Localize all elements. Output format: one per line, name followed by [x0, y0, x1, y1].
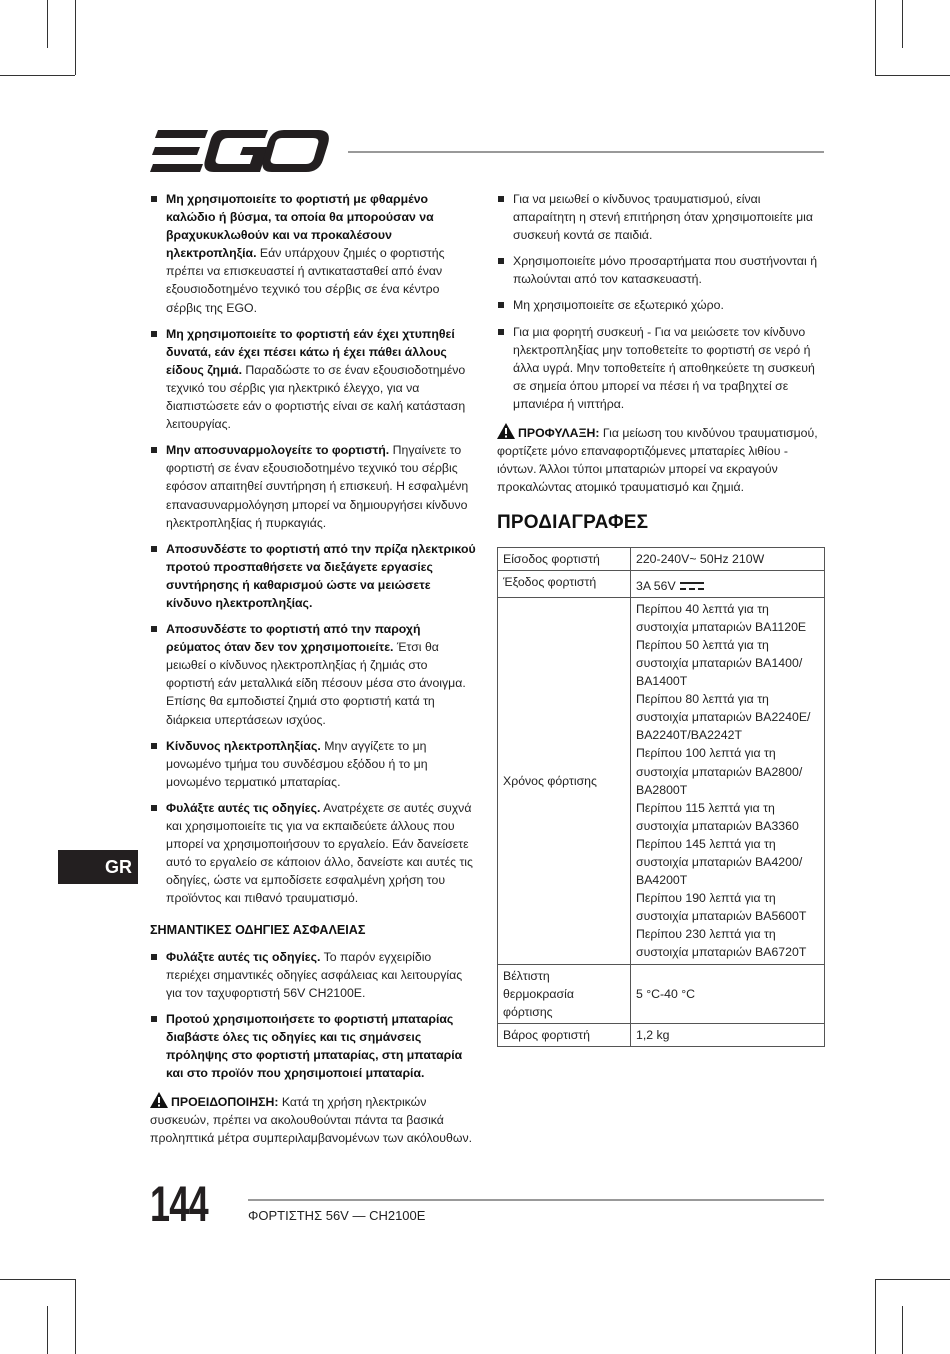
list-item: Μη χρησιμοποιείτε το φορτιστή με φθαρμένο καλώδιο ή βύσμα, τα οποία θα μπορούσαν να βραχυκυκλωθούν και να προκαλέσουν ηλεκτροπληξία. Εάν υπάρχουν ζημιές ο φορτιστής πρέπει να επισκευαστεί ή αντικατασταθεί από έναν εξουσιοδοτημένο τεχνικό του σέρβις σε ένα κέντρο σέρβις της EGO. — [150, 190, 476, 317]
header-rule — [348, 151, 824, 153]
crop-mark — [47, 0, 48, 48]
spec-key: Είσοδος φορτιστή — [498, 547, 631, 570]
table-row — [498, 570, 825, 597]
caution-label: ΠΡΟΦΥΛΑΞΗ: — [518, 426, 600, 441]
list-item: Για μια φορητή συσκευή - Για να μειώσετε τον κίνδυνο ηλεκτροπληξίας μην τοποθετείτε το φορτιστή σε νερό ή άλλα υγρά. Μην τοποθετείτε ή αποθηκεύετε τη συσκευή σε σημεία όπου μπορεί να πέσει ή να τραβηχτεί σε μπανιέρα ή νιπτήρα. — [497, 323, 825, 413]
left-column — [150, 190, 476, 1148]
table-row — [498, 597, 825, 964]
spec-value-charging-times: Περίπου 40 λεπτά για τη συστοιχία μπαταριών BA1120E Περίπου 50 λεπτά για τη συστοιχία μπαταριών BA1400/ BA1400T Περίπου 80 λεπτά για τη συστοιχία μπαταριών BA2240E/ BA2240T/BA2242T Περίπου 100 λεπτά για τη συστοιχία μπαταριών BA2800/ BA2800T Περίπου 115 λεπτά για τη συστοιχία μπαταριών BA3360 Περίπου 145 λεπτά για τη συστοιχία μπαταριών BA4200/ BA4200T Περίπου 190 λεπτά για τη συστοιχία μπαταριών BA5600T Περίπου 230 λεπτά για τη συστοιχία μπαταριών BA6720T — [631, 597, 825, 964]
caution-text: Για μείωση του κινδύνου τραυματισμού, φορτίζετε μόνο επαναφορτιζόμενες μπαταρίες λιθίου - ιόντων. Άλλοι τύποι μπαταριών μπορεί να εκραγούν προκαλώντας ατομικό τραυματισμό και ζημιά. — [497, 426, 818, 495]
crop-mark — [875, 1279, 950, 1280]
footer-title: ΦΟΡΤΙΣΤΗΣ 56V — CH2100E — [248, 1208, 426, 1223]
right-column — [497, 190, 825, 1047]
crop-mark — [0, 1279, 75, 1280]
spec-key: Βέλτιστη θερμοκρασία φόρτισης — [498, 964, 631, 1023]
list-item: Μη χρησιμοποιείτε σε εξωτερικό χώρο. — [497, 296, 825, 314]
crop-mark — [0, 75, 75, 76]
spec-key: Χρόνος φόρτισης — [498, 597, 631, 964]
list-item: Μην αποσυναρμολογείτε το φορτιστή. Πηγαίνετε το φορτιστή σε έναν εξουσιοδοτημένο τεχνικό του σέρβις εφόσον απαιτηθεί συντήρηση ή επισκευή. Η εσφαλμένη επανασυναρμολόγηση μπορεί να δημιουργήσει κίνδυνο ηλεκτροπληξίας ή πυρκαγιάς. — [150, 441, 476, 531]
crop-mark — [875, 75, 950, 76]
crop-mark — [47, 1306, 48, 1354]
list-item: Αποσυνδέστε το φορτιστή από την παροχή ρεύματος όταν δεν τον χρησιμοποιείτε. Έτσι θα μειωθεί ο κίνδυνος ηλεκτροπληξίας ή ζημιάς στο φορτιστή εάν μεταλλικά είδη πέσουν μέσα στο άνοιγμα. Επίσης θα εμποδιστεί ζημιά στο φορτιστή κατά τη διάρκεια υπερτάσεων ισχύος. — [150, 620, 476, 729]
spec-heading: ΠΡΟΔΙΑΓΡΑΦΕΣ — [497, 512, 649, 534]
spec-value: 3A 56V — [631, 570, 825, 597]
list-item: Φυλάξτε αυτές τις οδηγίες. Το παρόν εγχειρίδιο περιέχει σημαντικές οδηγίες ασφάλειας και λειτουργίας για τον ταχυφορτιστή 56V CH2100E. — [150, 948, 476, 1002]
warning-triangle-icon — [150, 1092, 168, 1108]
list-item: Αποσυνδέστε το φορτιστή από την πρίζα ηλεκτρικού προτού προσπαθήσετε να διεξάγετε εργασίες συντήρησης ή καθαρισμού ώστε να μειώσετε κίνδυνο ηλεκτροπληξίας. — [150, 540, 476, 612]
section-subheading: ΣΗΜΑΝΤΙΚΕΣ ΟΔΗΓΙΕΣ ΑΣΦΑΛΕΙΑΣ — [150, 923, 366, 938]
list-item: Φυλάξτε αυτές τις οδηγίες. Ανατρέχετε σε αυτές συχνά και χρησιμοποιείτε τις για να εκπαιδεύετε άλλους που μπορεί να χρησιμοποιήσουν το εργαλείο. Εάν δανείσετε αυτό το εργαλείο σε κάποιον άλλο, δανείστε και αυτές τις οδηγίες, ώστε να εμποδίσετε εσφαλμένη χρήση του προϊόντος και πιθανό τραυματισμό. — [150, 799, 476, 908]
crop-mark — [75, 0, 76, 75]
table-row — [498, 964, 825, 1023]
ego-logo — [150, 130, 330, 172]
spec-key: Βάρος φορτιστή — [498, 1023, 631, 1046]
spec-table — [497, 547, 825, 1047]
caution-note — [497, 423, 825, 496]
spec-key: Έξοδος φορτιστή — [498, 570, 631, 597]
warning-label: ΠΡΟΕΙΔΟΠΟΙΗΣΗ: — [171, 1095, 279, 1110]
list-item: Μη χρησιμοποιείτε το φορτιστή εάν έχει χτυπηθεί δυνατά, εάν έχει πέσει κάτω ή έχει πάθει άλλους είδους ζημιά. Παραδώστε το σε έναν εξουσιοδοτημένο τεχνικό του σέρβις για ηλεκτρικό έλεγχο, για να διαπιστώσετε εάν ο φορτιστής είναι σε καλή κατάσταση λειτουργίας. — [150, 325, 476, 434]
table-row — [498, 547, 825, 570]
table-row — [498, 1023, 825, 1046]
warning-triangle-icon — [497, 423, 515, 439]
crop-mark — [902, 0, 903, 48]
language-tab: GR — [58, 850, 138, 884]
crop-mark — [875, 0, 876, 75]
list-item: Χρησιμοποιείτε μόνο προσαρτήματα που συστήνονται ή πωλούνται από τον κατασκευαστή. — [497, 252, 825, 288]
list-item: Κίνδυνος ηλεκτροπληξίας. Μην αγγίζετε το μη μονωμένο τμήμα του συνδέσμου εξόδου ή το μη μονωμένο τερματικό μπαταρίας. — [150, 737, 476, 791]
spec-value: 220-240V~ 50Hz 210W — [631, 547, 825, 570]
spec-value: 1,2 kg — [631, 1023, 825, 1046]
spec-value: 5 °C-40 °C — [631, 964, 825, 1023]
safety-list-continued — [497, 190, 825, 413]
important-list — [150, 948, 476, 1083]
list-item: Προτού χρησιμοποιήσετε το φορτιστή μπαταρίας διαβάστε όλες τις οδηγίες και τις σημάνσεις πρόληψης στο φορτιστή μπαταρίας, στη μπαταρία και στο προϊόν που χρησιμοποιεί μπαταρία. — [150, 1010, 476, 1082]
crop-mark — [902, 1306, 903, 1354]
crop-mark — [75, 1279, 76, 1354]
list-item: Για να μειωθεί ο κίνδυνος τραυματισμού, είναι απαραίτητη η στενή επιτήρηση όταν χρησιμοποιείτε μια συσκευή κοντά σε παιδιά. — [497, 190, 825, 244]
dc-symbol-icon — [680, 581, 704, 591]
crop-mark — [875, 1279, 876, 1354]
warning-note — [150, 1092, 476, 1147]
safety-list — [150, 190, 476, 907]
page-number: 144 — [150, 1176, 208, 1232]
footer-rule — [248, 1199, 824, 1201]
warning-text: Κατά τη χρήση ηλεκτρικών συσκευών, πρέπει να ακολουθούνται πάντα τα βασικά προληπτικά μέτρα συμπεριλαμβανομένων των ακόλουθων. — [150, 1095, 473, 1146]
